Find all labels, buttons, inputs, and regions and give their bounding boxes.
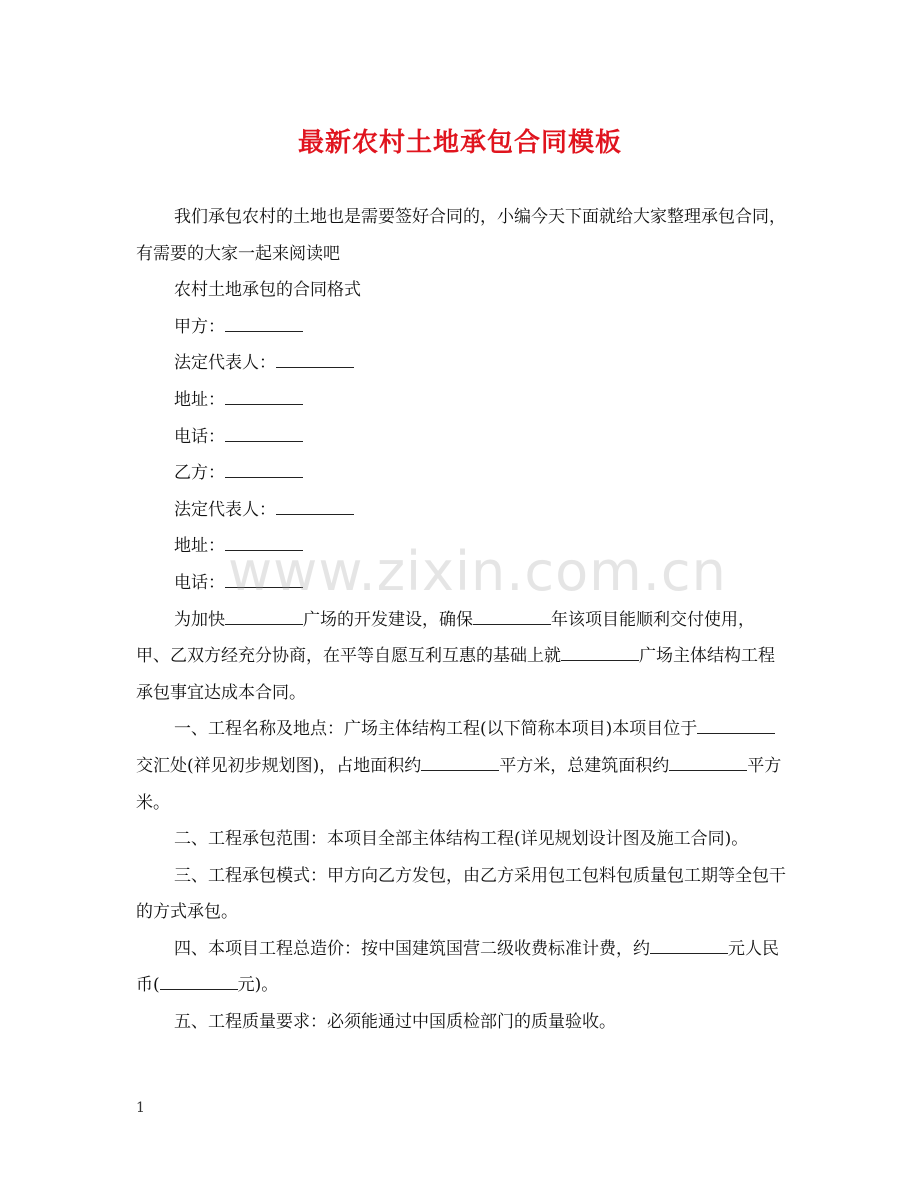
blank-field xyxy=(669,752,747,771)
clause-text: 元人民币( xyxy=(136,938,779,996)
blank-field xyxy=(160,971,238,990)
party-b-address-label: 地址： xyxy=(174,536,225,557)
party-a-label: 甲方： xyxy=(174,316,225,337)
party-a-phone-label: 电话： xyxy=(174,426,225,447)
party-a-rep-line xyxy=(136,345,786,382)
blank-field xyxy=(650,935,728,954)
blank-field xyxy=(276,496,354,515)
preamble-text: 为加快 xyxy=(174,609,225,630)
clause-4 xyxy=(136,931,786,1004)
preamble-text: 广场的开发建设，确保 xyxy=(303,609,473,630)
document-title: 最新农村土地承包合同模板 xyxy=(297,128,622,158)
clause-5: 五、工程质量要求：必须能通过中国质检部门的质量验收。 xyxy=(174,1012,616,1033)
party-b-phone-line xyxy=(136,565,786,602)
blank-field xyxy=(225,313,303,332)
party-a-address-line xyxy=(136,382,786,419)
blank-field xyxy=(225,606,303,625)
clause-1 xyxy=(136,711,786,821)
watermark: www.zixin.com.cn xyxy=(228,540,727,603)
preamble-paragraph xyxy=(136,602,786,712)
clause-text: 平方米，总建筑面积约 xyxy=(499,755,670,776)
clause-text: 一、工程名称及地点：广场主体结构工程(以下简称本项目)本项目位于 xyxy=(174,719,698,740)
blank-field xyxy=(276,349,354,368)
clause-text: 平方米。 xyxy=(136,755,782,813)
party-b-rep-line xyxy=(136,492,786,529)
blank-field xyxy=(697,715,775,734)
format-heading: 农村土地承包的合同格式 xyxy=(174,280,361,301)
clause-3: 三、工程承包模式：甲方向乙方发包，由乙方采用包工包料包质量包工期等全包干的方式承包。 xyxy=(136,865,786,923)
party-b-address-line xyxy=(136,528,786,565)
party-a-phone-line xyxy=(136,419,786,456)
document-body xyxy=(136,199,786,1041)
party-a-rep-label: 法定代表人： xyxy=(174,353,276,374)
preamble-text: 广场主体结构工程承包事宜达成本合同。 xyxy=(136,646,775,703)
intro-paragraph: 我们承包农村的土地也是需要签好合同的，小编今天下面就给大家整理承包合同，有需要的大家一起来阅读吧 xyxy=(136,207,786,264)
blank-field xyxy=(225,459,303,478)
blank-field xyxy=(225,386,303,405)
blank-field xyxy=(421,752,499,771)
party-a-line xyxy=(136,309,786,346)
clause-text: 四、本项目工程总造价：按中国建筑国营二级收费标准计费，约 xyxy=(174,938,650,959)
blank-field xyxy=(473,606,551,625)
party-b-label: 乙方： xyxy=(174,463,225,484)
blank-field xyxy=(225,532,303,551)
preamble-text: 年该项目能顺利交付使用，甲、乙双方经充分协商，在平等自愿互利互惠的基础上就 xyxy=(136,609,755,667)
blank-field xyxy=(225,569,303,588)
party-b-phone-label: 电话： xyxy=(174,572,225,593)
page-number: 1 xyxy=(136,1100,145,1116)
party-b-rep-label: 法定代表人： xyxy=(174,499,276,520)
party-b-line xyxy=(136,455,786,492)
blank-field xyxy=(561,642,639,661)
party-a-address-label: 地址： xyxy=(174,389,225,410)
clause-text: 交汇处(祥见初步规划图)，占地面积约 xyxy=(136,755,422,776)
clause-text: 元)。 xyxy=(237,975,279,996)
blank-field xyxy=(225,423,303,442)
clause-2: 二、工程承包范围：本项目全部主体结构工程(详见规划设计图及施工合同)。 xyxy=(174,829,749,850)
